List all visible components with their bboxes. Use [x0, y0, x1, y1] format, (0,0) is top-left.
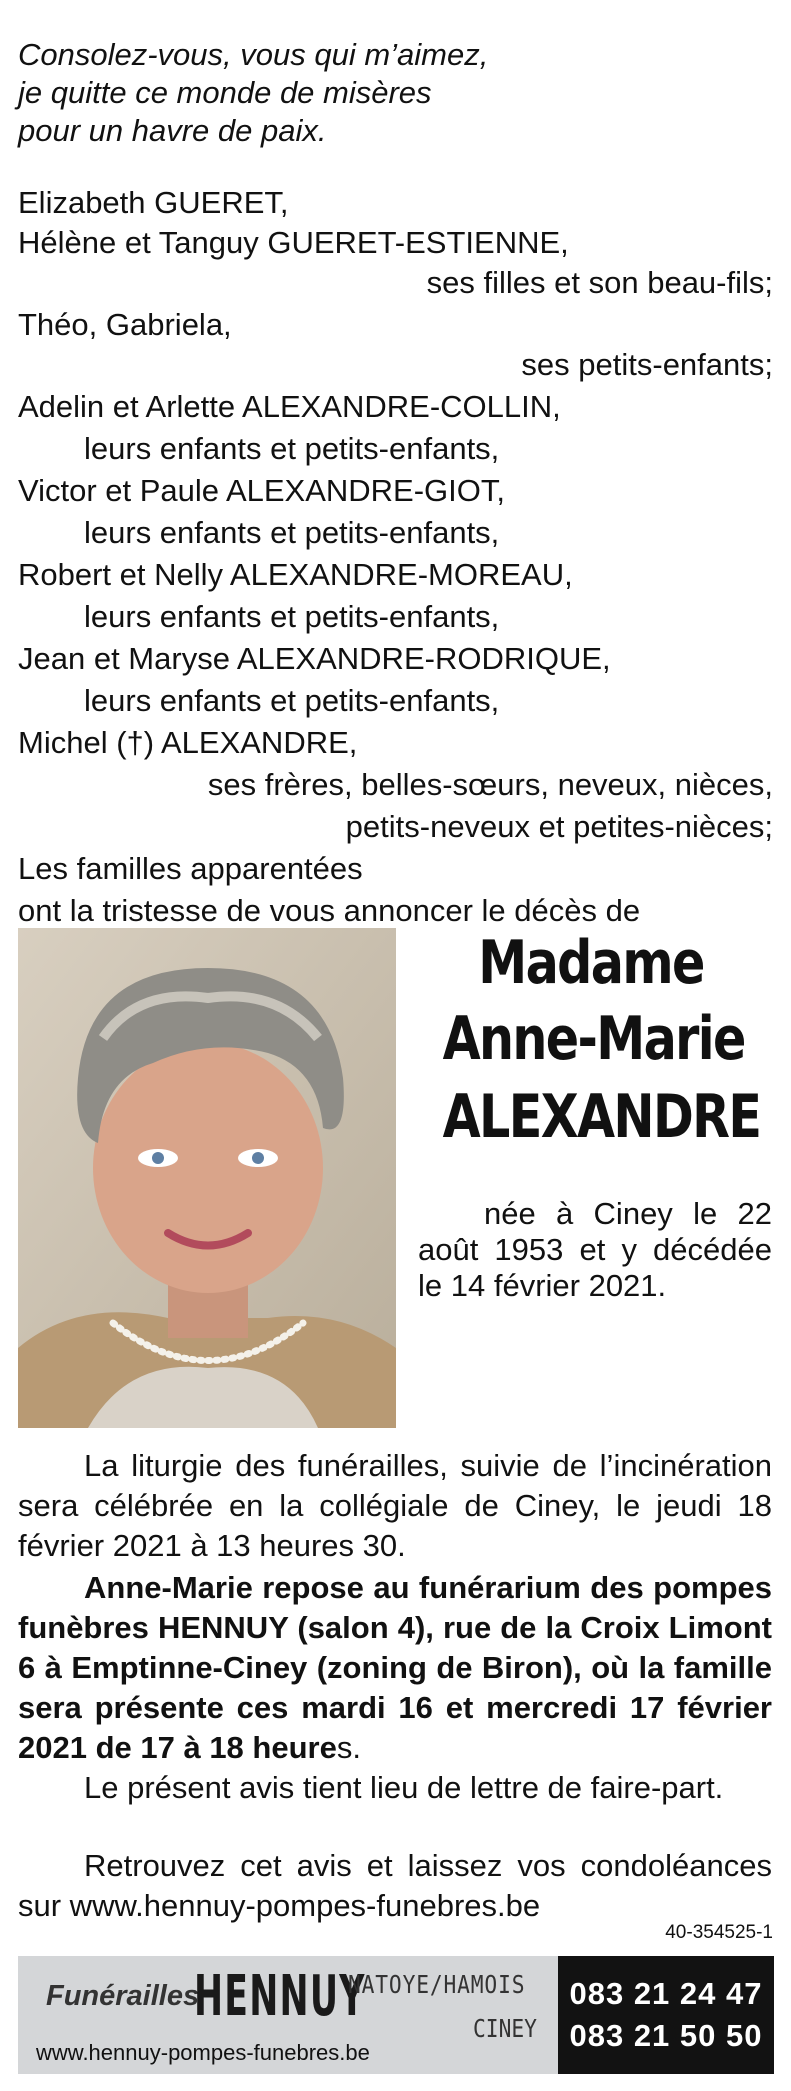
funerarium-paragraph — [18, 1568, 772, 1768]
family-line: Hélène et Tanguy GUERET-ESTIENNE, — [18, 225, 569, 260]
condolences-paragraph — [18, 1846, 772, 1926]
announcement-line: ont la tristesse de vous annoncer le décès de — [18, 893, 641, 928]
portrait-photo — [18, 928, 396, 1428]
family-line: Jean et Maryse ALEXANDRE-RODRIQUE, — [18, 641, 611, 676]
banner-left — [18, 1956, 558, 2074]
family-line: Robert et Nelly ALEXANDRE-MOREAU, — [18, 557, 573, 592]
website-link[interactable]: www.hennuy-pompes-funebres.be — [36, 2040, 370, 2065]
deceased-last-name: ALEXANDRE — [442, 1082, 761, 1152]
funerarium-text: Anne-Marie repose au funérarium des pompes funèbres HENNUY (salon 4), rue de la Croix Limont 6 à Emptinne-Ciney (zoning de Biron), où la famille sera présente ces mardi 16 et mercredi 17 février 2021 de 17 à 18 heure — [18, 1570, 772, 1765]
funeral-home-banner — [18, 1956, 774, 2074]
family-relation: leurs enfants et petits-enfants, — [84, 599, 500, 634]
banner-towns: NATOYE/HAMOIS — [348, 1970, 526, 1999]
banner-ciney: CINEY — [473, 2014, 537, 2043]
deceased-title: Madame — [478, 928, 704, 998]
banner-phones — [558, 1956, 774, 2074]
family-relation: leurs enfants et petits-enfants, — [84, 515, 500, 550]
condolences-text: Retrouvez cet avis et laissez vos condoléances sur www.hennuy-pompes-funebres.be — [18, 1848, 772, 1923]
family-relation: petits-neveux et petites-nièces; — [345, 809, 773, 844]
family-relation: ses petits-enfants; — [521, 347, 773, 382]
poem — [18, 36, 488, 150]
family-line: Michel (†) ALEXANDRE, — [18, 725, 358, 760]
notice-paragraph — [18, 1768, 772, 1808]
poem-line: je quitte ce monde de misères — [18, 75, 432, 110]
phone-number-1[interactable]: 083 21 24 47 — [569, 1976, 763, 2011]
funeral-text: La liturgie des funérailles, suivie de l’incinération sera célébrée en la collégiale de Ciney, le jeudi 18 février 2021 à 13 heures 30. — [18, 1448, 772, 1563]
poem-line: Consolez-vous, vous qui m’aimez, — [18, 37, 489, 72]
banner-funerailles: Funérailles — [46, 1980, 200, 2012]
funerarium-tail: s. — [336, 1730, 361, 1765]
deceased-first-name: Anne-Marie — [442, 1004, 745, 1074]
family-line: Victor et Paule ALEXANDRE-GIOT, — [18, 473, 506, 508]
phone-number-2[interactable]: 083 21 50 50 — [569, 2018, 763, 2053]
brand-logo: HENNUY — [194, 1964, 366, 2029]
reference-number: 40-354525-1 — [665, 1922, 773, 1943]
family-relation: ses frères, belles-sœurs, neveux, nièces, — [207, 767, 773, 802]
birth-death-info: née à Ciney le 22 août 1953 et y décédée le 14 février 2021. — [418, 1196, 772, 1303]
family-relation: leurs enfants et petits-enfants, — [84, 683, 500, 718]
family-relation: ses filles et son beau-fils; — [426, 265, 773, 300]
family-line: Les familles apparentées — [18, 851, 363, 886]
notice-text: Le présent avis tient lieu de lettre de faire-part. — [84, 1770, 724, 1805]
poem-line: pour un havre de paix. — [18, 113, 327, 148]
family-line: Adelin et Arlette ALEXANDRE-COLLIN, — [18, 389, 561, 424]
funeral-paragraph — [18, 1446, 772, 1566]
family-line: Théo, Gabriela, — [18, 307, 232, 342]
family-line: Elizabeth GUERET, — [18, 185, 289, 220]
family-relation: leurs enfants et petits-enfants, — [84, 431, 500, 466]
